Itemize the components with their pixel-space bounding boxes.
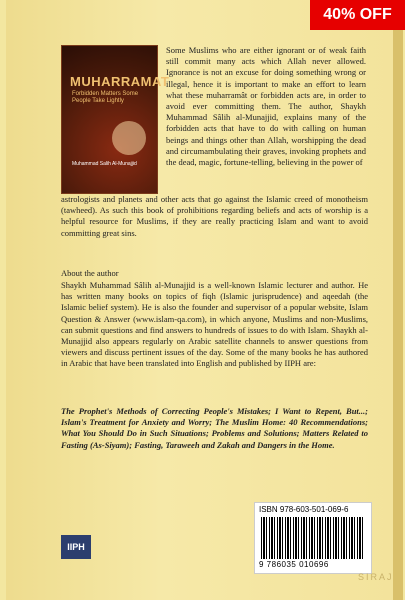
isbn-label: ISBN 978-603-501-069-6 — [259, 505, 349, 514]
about-author-text: Shaykh Muhammad Sâlih al-Munajjid is a well-known Islamic lecturer and author. He has written many books on topics of fiqh (Islamic jurisprudence) and aqeedah (the Islamic belief system). He is also the founder and supervisor of a popular website, Islam Question & Answer (www.islam-qa.com), in which anyone, Muslims and non-Muslims, can submit questions and find answers to hundreds of issues to do with Islam. Shaykh al-Munajjid also appears regularly on Arabic satellite channels to answer questions from viewers and discuss pertinent issues of the day. Some of the many books he has authored in Arabic that have been translated into English and published by IIPH are: — [61, 280, 368, 369]
barcode-bars — [261, 517, 365, 559]
book-thumbnail — [61, 45, 170, 194]
thumbnail-author: Muhammad Salih Al-Munajjid — [72, 161, 137, 167]
discount-badge: 40% OFF — [310, 0, 405, 30]
barcode-box — [254, 502, 372, 574]
watermark: SIRAJ — [358, 572, 394, 582]
barcode-number: 9 786035 010696 — [259, 560, 329, 569]
moon-graphic — [112, 121, 146, 155]
book-description: Some Muslims who are either ignorant or of weak faith still commit many acts which Allah never allowed. Ignorance is not an excuse for doing something wrong or illegal, hence it is important to make an effort to learn what these muharramât or forbidden acts are, in order to avoid ever committing them. The author, Shaykh Muhammad Sâlih al-Munajjid, explains many of the forbidden acts that have to do with calling on human beings and things other than Allah, worshipping the dead and circumambulating their graves, invoking prophets and the dead, magic, fortune-telling, believing in the power of — [166, 45, 366, 168]
book-back-cover — [6, 0, 403, 600]
publisher-logo: IIPH — [61, 535, 91, 559]
thumbnail-title: MUHARRAMAT — [70, 74, 170, 89]
about-heading: About the author — [61, 268, 119, 278]
books-list: The Prophet's Methods of Correcting People's Mistakes; I Want to Repent, But...; Islam's Treatment for Anxiety and Worry; The Muslim Home: 40 Recommendations; What You Should Do in Such Situations; Problems and Solutions; Matters Related to Fasting (As-Siyam); Fasting, Taraweeh and Zakah and Dangers in the Home. — [61, 406, 368, 450]
book-description-continued: astrologists and planets and other acts that go against the Islamic creed of monotheism (tawheed). As such this book of prohibitions regarding beliefs and acts of worship is a helpful resource for Muslims, if they are really practicing Islam and want to avoid committing great sins. — [61, 194, 368, 238]
thumbnail-subtitle: Forbidden Matters Some People Take Lightly — [72, 91, 139, 104]
